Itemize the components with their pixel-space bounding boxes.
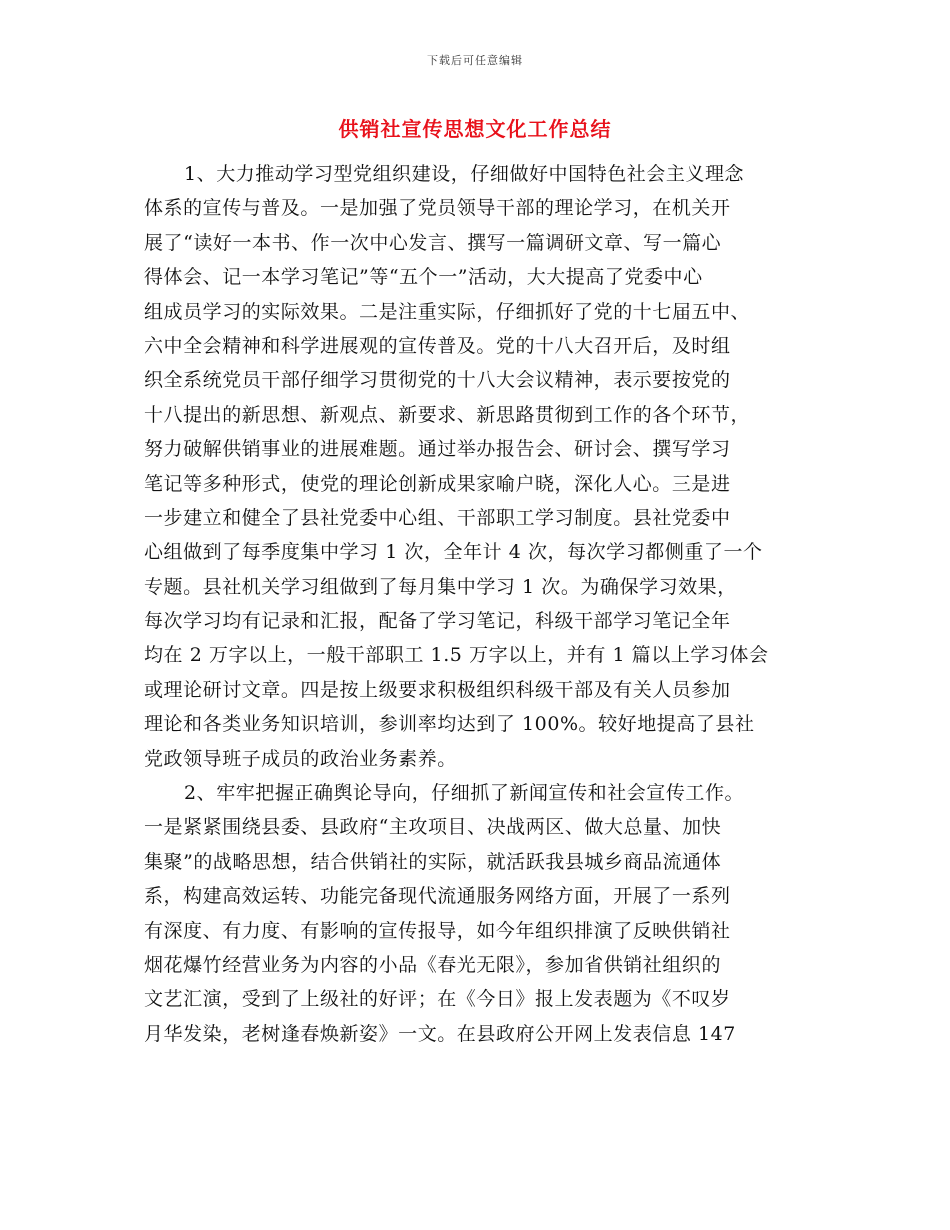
document-body bbox=[144, 157, 812, 1051]
paragraph-line: 每次学习均有记录和汇报，配备了学习笔记，科级干部学习笔记全年 bbox=[144, 610, 731, 633]
paragraph-line: 集聚”的战略思想，结合供销社的实际，就活跃我县城乡商品流通体 bbox=[144, 850, 722, 873]
paragraph-line: 心组做到了每季度集中学习 1 次，全年计 4 次，每次学习都侧重了一个 bbox=[144, 541, 763, 564]
paragraph-line: 十八提出的新思想、新观点、新要求、新思路贯彻到工作的各个环节， bbox=[144, 403, 751, 426]
paragraph-line: 体系的宣传与普及。一是加强了党员领导干部的理论学习，在机关开 bbox=[144, 197, 731, 220]
page-header-note: 下载后可任意编辑 bbox=[427, 54, 523, 67]
document-title: 供销社宣传思想文化工作总结 bbox=[338, 117, 612, 141]
paragraph-line: 系，构建高效运转、功能完备现代流通服务网络方面，开展了一系列 bbox=[144, 885, 731, 908]
paragraph-line: 组成员学习的实际效果。二是注重实际，仔细抓好了党的十七届五中、 bbox=[144, 300, 751, 323]
paragraph-line: 得体会、记一本学习笔记”等“五个一”活动，大大提高了党委中心 bbox=[144, 266, 703, 289]
paragraph-line: 努力破解供销事业的进展难题。通过举办报告会、研讨会、撰写学习 bbox=[144, 438, 731, 461]
paragraph-line: 一步建立和健全了县社党委中心组、干部职工学习制度。县社党委中 bbox=[144, 506, 731, 529]
paragraph-line: 月华发染，老树逢春焕新姿》一文。在县政府公开网上发表信息 147 bbox=[144, 1022, 736, 1045]
paragraph-line: 2、牢牢把握正确舆论导向，仔细抓了新闻宣传和社会宣传工作。 bbox=[184, 782, 745, 805]
paragraph-line: 烟花爆竹经营业务为内容的小品《春光无限》，参加省供销社组织的 bbox=[144, 953, 722, 976]
paragraph-line: 织全系统党员干部仔细学习贯彻党的十八大会议精神，表示要按党的 bbox=[144, 369, 731, 392]
paragraph-line: 有深度、有力度、有影响的宣传报导，如今年组织排演了反映供销社 bbox=[144, 919, 731, 942]
paragraph-line: 六中全会精神和科学进展观的宣传普及。党的十八大召开后，及时组 bbox=[144, 334, 731, 357]
paragraph-line: 理论和各类业务知识培训，参训率均达到了 100%。较好地提高了县社 bbox=[144, 713, 755, 736]
paragraph-line: 笔记等多种形式，使党的理论创新成果家喻户晓，深化人心。三是进 bbox=[144, 472, 731, 495]
paragraph-line: 文艺汇演，受到了上级社的好评；在《今日》报上发表题为《不叹岁 bbox=[144, 988, 731, 1011]
paragraph-line: 或理论研讨文章。四是按上级要求积极组织科级干部及有关人员参加 bbox=[144, 678, 731, 701]
paragraph-line: 一是紧紧围绕县委、县政府“主攻项目、决战两区、做大总量、加快 bbox=[144, 816, 722, 839]
paragraph-line: 1、大力推动学习型党组织建设，仔细做好中国特色社会主义理念 bbox=[184, 163, 745, 185]
paragraph-line: 党政领导班子成员的政治业务素养。 bbox=[144, 747, 457, 770]
paragraph-line: 专题。县社机关学习组做到了每月集中学习 1 次。为确保学习效果， bbox=[144, 575, 737, 598]
paragraph-line: 展了“读好一本书、作一次中心发言、撰写一篇调研文章、写一篇心 bbox=[144, 231, 722, 254]
paragraph-line: 均在 2 万字以上，一般干部职工 1.5 万字以上，并有 1 篇以上学习体会 bbox=[144, 644, 769, 667]
